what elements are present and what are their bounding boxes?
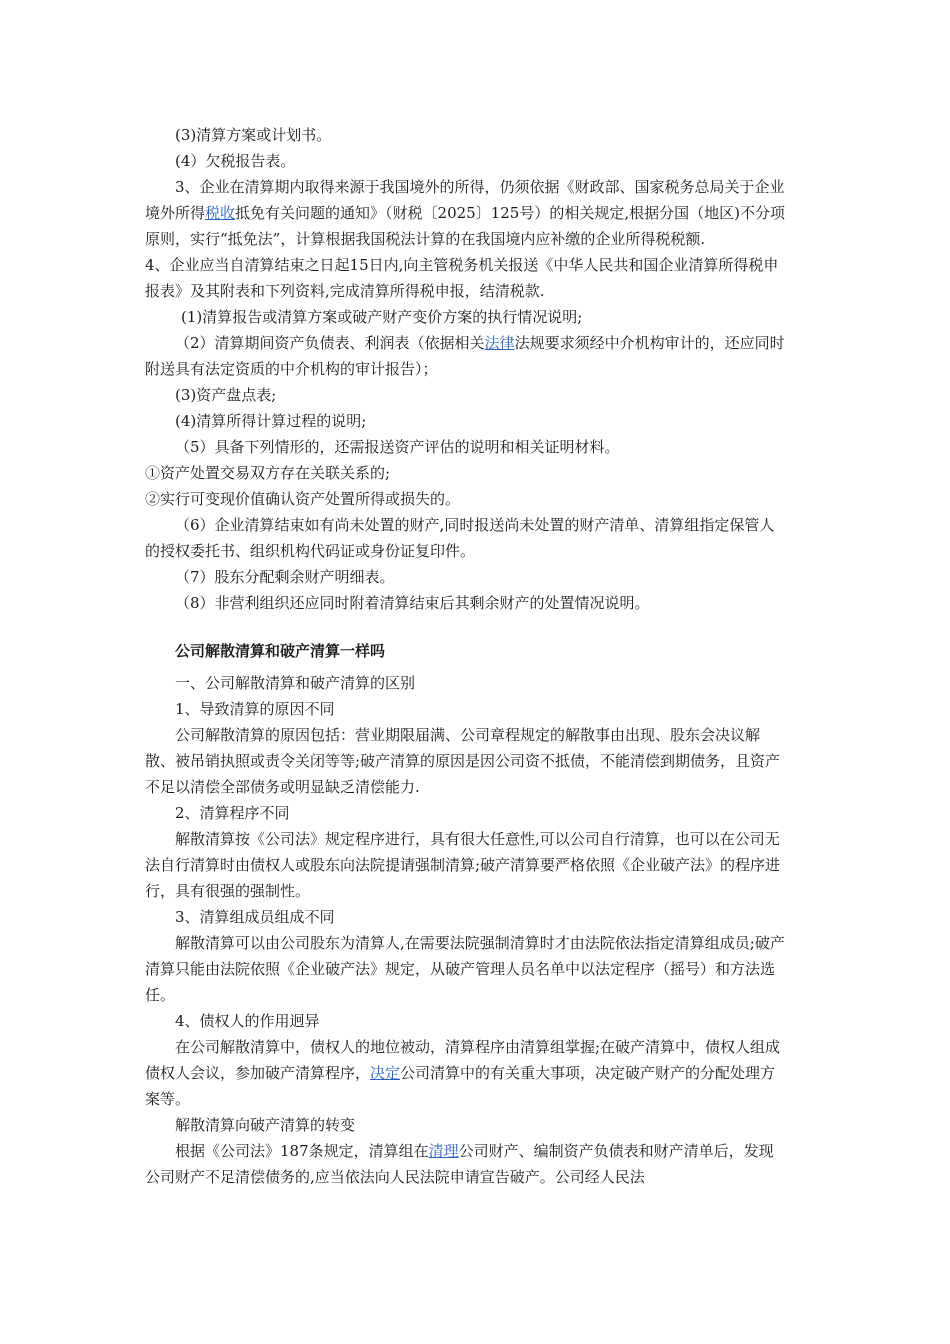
list-item: ①资产处置交易双方存在关联关系的; (145, 464, 391, 482)
section-heading: 公司解散清算和破产清算一样吗 (175, 642, 386, 660)
paragraph: 4、企业应当自清算结束之日起15日内,向主管税务机关报送《中华人民共和国企业清算所得税申报表》及其附表和下列资料,完成清算所得税申报，结清税款. (145, 256, 779, 300)
link-law[interactable]: 法律 (484, 334, 515, 352)
paragraph-text: 根据《公司法》187条规定，清算组在 (175, 1142, 429, 1160)
paragraph (145, 1138, 785, 1190)
paragraph: 解散清算按《公司法》规定程序进行，具有很大任意性,可以公司自行清算，也可以在公司无法自行清算时由债权人或股东向法院提请强制清算;破产清算要严格依照《企业破产法》的程序进行，具有很强的强制性。 (145, 830, 781, 900)
paragraph: 公司解散清算的原因包括：营业期限届满、公司章程规定的解散事由出现、股东会决议解散、被吊销执照或责令关闭等等;破产清算的原因是因公司资不抵债，不能清偿到期债务，且资产不足以清偿全部债务或明显缺乏清偿能力. (145, 726, 781, 796)
list-item: (3)资产盘点表; (175, 386, 277, 404)
subheading: 2、清算程序不同 (175, 804, 290, 822)
link-decide[interactable]: 决定 (370, 1064, 401, 1082)
subheading: 4、债权人的作用迥异 (175, 1012, 320, 1030)
link-clear[interactable]: 清理 (428, 1142, 459, 1160)
list-item: (4)清算所得计算过程的说明; (175, 412, 367, 430)
subheading: 解散清算向破产清算的转变 (175, 1116, 356, 1134)
document-body (145, 122, 785, 1190)
paragraph: 解散清算可以由公司股东为清算人,在需要法院强制清算时才由法院依法指定清算组成员;破产清算只能由法院依照《企业破产法》规定，从破产管理人员名单中以法定程序（摇号）和方法选任。 (145, 934, 785, 1004)
subheading: 3、清算组成员组成不同 (175, 908, 335, 926)
link-tax[interactable]: 税收 (205, 204, 236, 222)
paragraph-text: 法规要求须经中介机构审计的，还应同时附送具有法定资质的中介机构的审计报告）； (145, 334, 785, 378)
list-item: (4）欠税报告表。 (175, 152, 296, 170)
paragraph (145, 174, 785, 252)
list-item: (1)清算报告或清算方案或破产财产变价方案的执行情况说明; (181, 308, 583, 326)
paragraph-text: 公司清算中的有关重大事项，决定破产财产的分配处理方案等。 (145, 1064, 776, 1108)
list-item (145, 330, 785, 382)
paragraph-text: 在公司解散清算中，债权人的地位被动，清算程序由清算组掌握;在破产清算中，债权人组成债权人会议，参加破产清算程序， (145, 1038, 781, 1082)
list-item: （7）股东分配剩余财产明细表。 (175, 568, 395, 586)
paragraph (145, 1034, 785, 1112)
subheading: 1、导致清算的原因不同 (175, 700, 335, 718)
list-item: （5）具备下列情形的，还需报送资产评估的说明和相关证明材料。 (175, 438, 620, 456)
paragraph-text: 3、企业在清算期内取得来源于我国境外的所得，仍须依据《财政部、国家税务总局关于企业境外所得 (145, 178, 785, 222)
paragraph-text: 公司财产、编制资产负债表和财产清单后，发现公司财产不足清偿债务的,应当依法向人民法院申请宣告破产。公司经人民法 (145, 1142, 774, 1186)
list-item: ②实行可变现价值确认资产处置所得或损失的。 (145, 490, 461, 508)
list-item: (3)清算方案或计划书。 (175, 126, 332, 144)
subheading: 一、公司解散清算和破产清算的区别 (175, 674, 416, 692)
list-item: （8）非营利组织还应同时附着清算结束后其剩余财产的处置情况说明。 (175, 594, 650, 612)
paragraph-text: （2）清算期间资产负债表、利润表（依据相关 (175, 334, 485, 352)
paragraph-text: 抵免有关问题的通知》（财税〔2025〕125号）的相关规定,根据分国（地区)不分项原则，实行“抵免法”，计算根据我国税法计算的在我国境内应补缴的企业所得税税额. (145, 204, 785, 248)
list-item: （6）企业清算结束如有尚未处置的财产,同时报送尚未处置的财产清单、清算组指定保管人的授权委托书、组织机构代码证或身份证复印件。 (145, 516, 775, 560)
